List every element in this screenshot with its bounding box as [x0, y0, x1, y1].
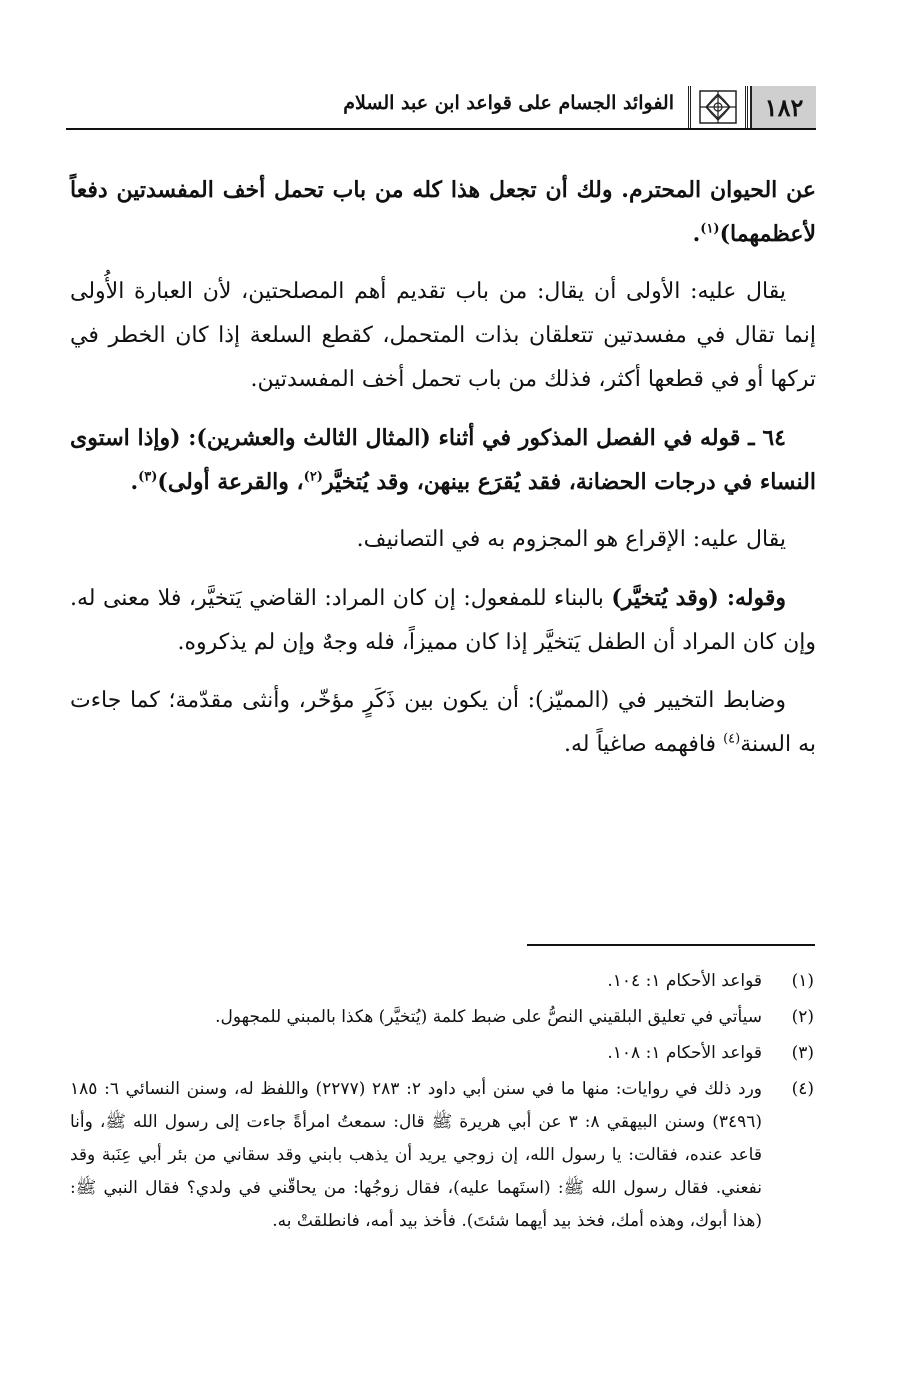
- paragraph-3-text-a: ٦٤ ـ قوله في الفصل المذكور في أثناء (المثال الثالث والعشرين): (وإذا استوى النساء في درجات الحضانة، فقد يُقرَع بينهن، وقد يُتخيَّر: [70, 425, 816, 495]
- footnote-number: (٤): [791, 1079, 814, 1099]
- footnote-separator: [527, 944, 815, 946]
- footnotes: [70, 965, 816, 1241]
- footnote-ref-4[interactable]: (٤): [723, 731, 741, 747]
- paragraph-5-text: بالبناء للمفعول: إن كان المراد: القاضي يَتخيَّر، فلا معنى له. وإن كان المراد أن الطفل يَتخيَّر إذا كان مميزاً، فله وجهٌ وإن لم يذكروه.: [70, 586, 816, 655]
- footnote-number: (١): [791, 971, 814, 991]
- paragraph-5-lead: وقوله: (وقد يُتخيَّر): [611, 585, 786, 611]
- footnote-ref-3[interactable]: (٣): [138, 469, 158, 485]
- ornament-pattern-icon: [698, 89, 738, 125]
- paragraph-6-text-a: وضابط التخيير في (المميّز): أن يكون بين ذَكَرٍ مؤخّر، وأنثى مقدّمة؛ كما جاءت به السنة: [70, 688, 816, 757]
- ornament-icon: [688, 86, 748, 128]
- paragraph-6-text-b: فافهمه صاغياً له.: [563, 732, 724, 757]
- paragraph-2: [70, 270, 816, 402]
- paragraph-3: [70, 416, 816, 504]
- page-header: [66, 86, 816, 132]
- footnote-text: سيأتي في تعليق البلقيني النصُّ على ضبط كلمة (يُتخيَّر) هكذا بالمبني للمجهول.: [215, 1007, 762, 1027]
- header-rule: [66, 128, 816, 130]
- footnote-text: قواعد الأحكام ١: ١٠٨.: [607, 1043, 762, 1063]
- footnote-2: [70, 1001, 816, 1034]
- footnote-1: [70, 965, 816, 998]
- paragraph-5: [70, 576, 816, 665]
- main-text: [70, 168, 816, 781]
- page-number: ١٨٢: [750, 86, 816, 128]
- paragraph-4: [70, 518, 816, 562]
- paragraph-4-text: يقال عليه: الإقراع هو المجزوم به في التصانيف.: [356, 527, 786, 552]
- paragraph-3-tail: .: [130, 469, 139, 495]
- footnote-ref-2[interactable]: (٢): [303, 469, 323, 485]
- paragraph-6: [70, 679, 816, 767]
- footnote-text: قواعد الأحكام ١: ١٠٤.: [607, 971, 762, 991]
- running-title: الفوائد الجسام على قواعد ابن عبد السلام: [343, 92, 674, 114]
- footnote-text: ورد ذلك في روايات: منها ما في سنن أبي داود ٢: ٢٨٣ (٢٢٧٧) واللفظ له، وسنن النسائي ٦: ١٨٥ (٣٤٩٦) وسنن البيهقي ٨: ٣ عن أبي هريرة ﷺ قال: سمعتُ امرأةً جاءت إلى رسول الله ﷺ، وأنا قاعد عنده، فقالت: يا رسول الله، إن زوجي يريد أن يذهب بابني وقد سقاني من بئر أبي عِنَبة وقد نفعني. فقال رسول الله ﷺ: (استَهما عليه)، فقال زوجُها: من يحاقّني في ولدي؟ فقال النبي ﷺ: (هذا أبوك، وهذه أمك، فخذ بيد أيهما شئتَ). فأخذ بيد أمه، فانطلقتْ به.: [70, 1079, 763, 1231]
- footnote-number: (٢): [791, 1007, 814, 1027]
- footnote-3: [70, 1037, 816, 1070]
- footnote-ref-1[interactable]: (١): [700, 221, 720, 237]
- paragraph-1: [70, 168, 816, 256]
- footnote-4: [70, 1073, 816, 1238]
- footnote-number: (٣): [791, 1043, 814, 1063]
- paragraph-2-text: يقال عليه: الأولى أن يقال: من باب تقديم أهم المصلحتين، لأن العبارة الأُولى إنما تقال في مفسدتين تتعلقان بذات المتحمل، كقطع السلعة إذا كان الخطر في تركها أو في قطعها أكثر، فذلك من باب تحمل أخف المفسدتين.: [70, 279, 816, 392]
- paragraph-3-text-b: ، والقرعة أولى): [157, 469, 304, 495]
- paragraph-1-tail: .: [692, 221, 701, 247]
- paragraph-1-text: عن الحيوان المحترم. ولك أن تجعل هذا كله من باب تحمل أخف المفسدتين دفعاً لأعظمهما): [70, 177, 816, 247]
